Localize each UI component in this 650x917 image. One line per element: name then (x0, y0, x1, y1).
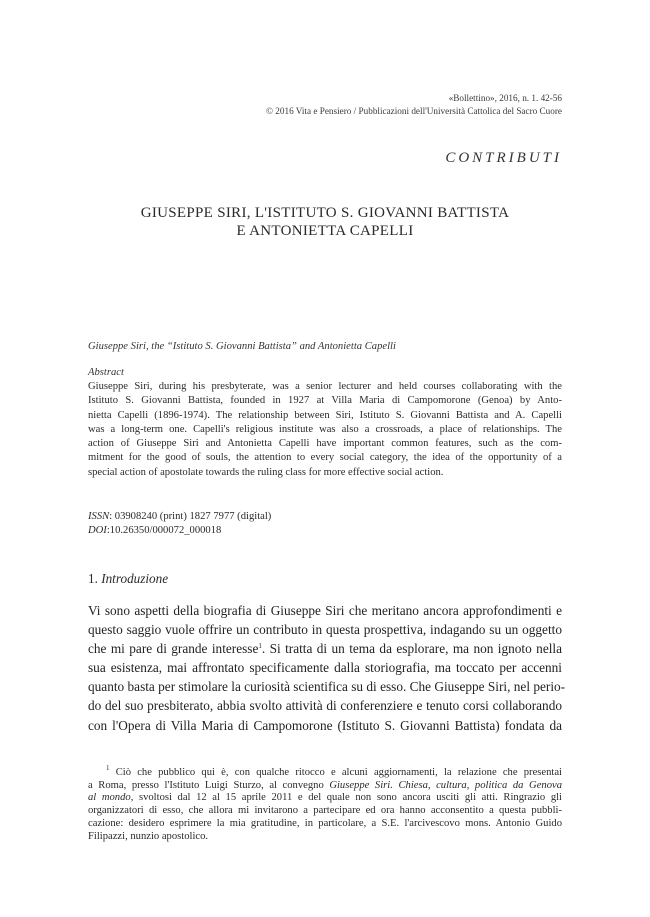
abstract-line: Istituto S. Giovanni Battista, founded in 1927 at Villa Maria di Campomorone (Genoa) by Anto- (88, 395, 562, 407)
footnote-text: a Roma, presso l'Istituto Luigi Sturzo, al convegno (88, 779, 330, 791)
footnote-italic: al mondo (88, 792, 131, 804)
article-title (88, 204, 562, 240)
body-line: Vi sono aspetti della biografia di Giuseppe Siri che meritano ancora approfondimenti e (88, 603, 562, 618)
abstract-line: special action of apostolate towards the ruling class for more effective social action. (88, 466, 444, 478)
abstract-line: was a long-term one. Capelli's religious institute was also a crossroads, a place of relationships. The (88, 423, 562, 435)
footnote-line (88, 780, 562, 793)
publication-header (266, 92, 562, 118)
abstract-text (88, 380, 562, 480)
doi-label: DOI (88, 525, 107, 537)
body-line: quanto basta per stimolare la curiosità scientifica su di esso. Che Giuseppe Siri, nel perio- (88, 679, 566, 695)
body-line-part: che mi pare di grande interesse (88, 641, 259, 657)
footnote (88, 764, 563, 843)
copyright-line: © 2016 Vita e Pensiero / Pubblicazioni dell'Università Cattolica del Sacro Cuore (266, 106, 562, 116)
footnote-ref[interactable]: 1 (258, 642, 262, 651)
body-line (88, 639, 562, 658)
footnote-line: cazione: desidero esprimere la mia gratitudine, in particolare, a S.E. l'arcivescovo mons. Antonio Guido (88, 817, 562, 829)
footnote-italic: Giuseppe Siri. Chiesa, cultura, politica da Genova (329, 779, 563, 791)
abstract-heading: Abstract (88, 367, 124, 378)
abstract-line: action of Giuseppe Siri and Antonietta Capelli have important common features, such as the com- (88, 438, 562, 450)
footnote-text: , svoltosi dal 12 al 15 aprile 2011 e del quale non sono ancora usciti gli atti. Ringrazio gli (130, 792, 562, 804)
body-line: con l'Opera di Villa Maria di Campomorone (Istituto S. Giovanni Battista) fondata da (88, 717, 562, 733)
footnote-line (88, 764, 562, 780)
body-line: sua esistenza, mai affrontato specificamente dalla storiografia, ma toccato per accenni (88, 660, 562, 676)
section-label: CONTRIBUTI (445, 150, 562, 166)
abstract-line: mitment for the good of souls, the attention to every social category, the idea of the opportunity of a (88, 452, 562, 464)
body-text (88, 601, 566, 735)
title-line-1: GIUSEPPE SIRI, L'ISTITUTO S. GIOVANNI BATTISTA (140, 205, 510, 221)
citation-line: «Bollettino», 2016, n. 1. 42-56 (448, 93, 562, 103)
abstract-line: nietta Capelli (1896-1974). The relationship between Siri, Istituto S. Giovanni Battista and A. Capelli (88, 409, 562, 421)
footnote-number: 1 (106, 764, 110, 772)
english-title: Giuseppe Siri, the “Istituto S. Giovanni Battista” and Antonietta Capelli (88, 341, 396, 352)
footnote-line (88, 792, 562, 805)
issn-label: ISSN (88, 511, 110, 522)
doi-value: :10.26350/000072_000018 (106, 525, 222, 537)
issn-line (88, 510, 271, 524)
identifiers (88, 510, 271, 539)
footnote-text: Ciò che pubblico qui è, con qualche ritocco e alcuni aggiornamenti, la relazione che presentai (109, 767, 562, 778)
footnote-line: organizzatori di esso, che allora mi invitarono a partecipare ed ora hanno acconsentito a questa pubbli- (88, 805, 562, 817)
title-line-2: E ANTONIETTA CAPELLI (236, 223, 414, 239)
doi-line (88, 524, 271, 538)
body-line-part: . Si tratta di un tema da esplorare, ma non ignoto nella (261, 641, 563, 657)
abstract-line: Giuseppe Siri, during his presbyterate, was a senior lecturer and held courses collaborating with the (88, 381, 562, 392)
section-title: Introduzione (101, 571, 169, 586)
section-heading (88, 571, 168, 587)
footnote-line: Filipazzi, nunzio apostolico. (88, 830, 209, 842)
body-line: questo saggio vuole offrire un contributo in questa prospettiva, indagando su un oggetto (88, 622, 562, 638)
issn-value: : 03908240 (print) 1827 7977 (digital) (109, 511, 272, 522)
body-line: do del suo presbiterato, abbia svolto attività di conferenziere e tenuto corsi collaborando (88, 698, 562, 714)
section-number: 1. (88, 571, 98, 586)
